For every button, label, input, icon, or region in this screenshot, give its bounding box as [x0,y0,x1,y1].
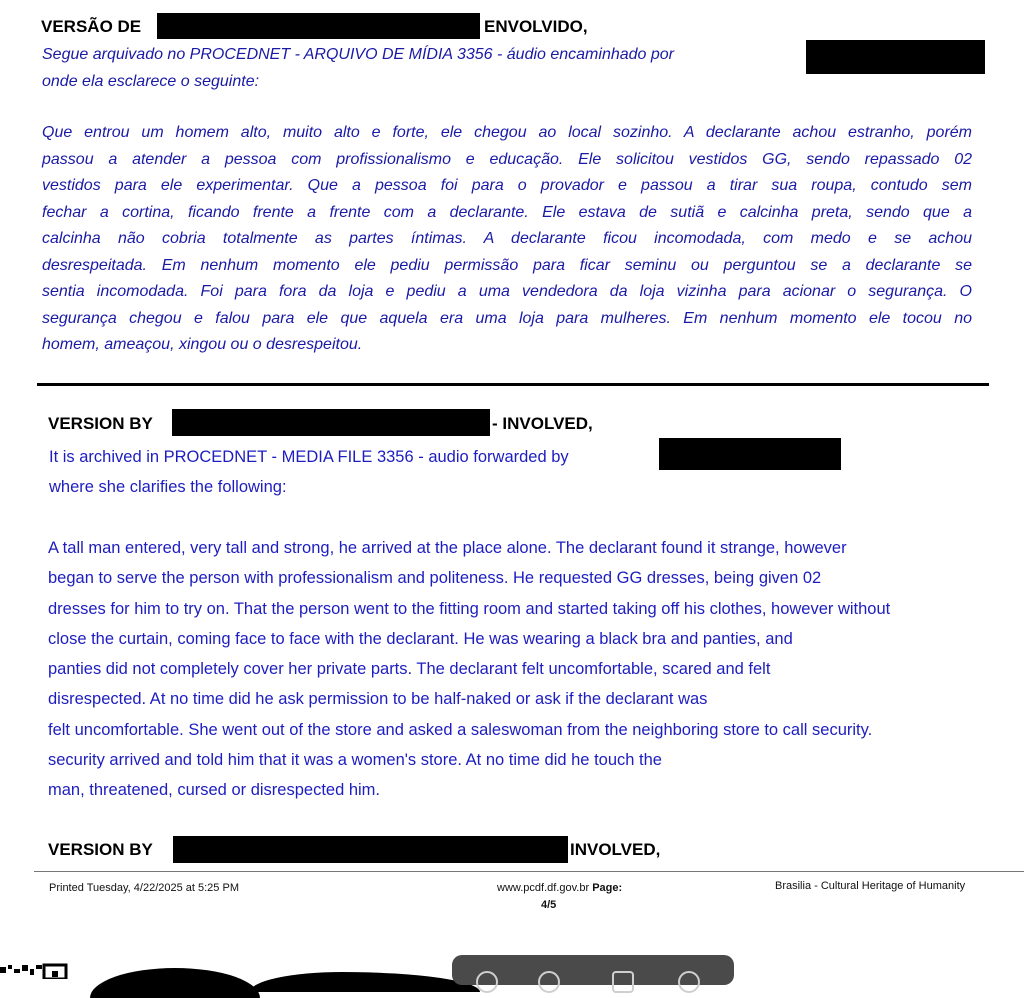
pt-body-line: sentia incomodada. Foi para fora da loja e pediu a uma vendedora da loja vizinha para acionar o segurança. O [42,283,972,300]
pt-body-line: homem, ameaçou, xingou ou o desrespeitou. [42,336,363,353]
qr-code-icon [0,963,68,979]
pt-body-line: segurança chegou e falou para ele que aquela era uma loja para mulheres. Em nenhum momento ele tocou no [42,309,972,327]
pt-body-line: calcinha não cobria totalmente as partes íntimas. A declarante ficou incomodada, com medo e se achou [42,230,972,247]
footer-divider [34,871,1024,872]
redaction-bar [172,409,490,436]
en-body-line: close the curtain, coming face to face with the declarant. He was wearing a black bra and panties, and [48,629,793,648]
pt-body-line: desrespeitada. Em nenhum momento ele pediu permissão para ficar seminu ou perguntou se a declarante se [42,256,972,274]
section-divider [37,383,989,386]
pt-intro-line1: Segue arquivado no PROCEDNET - ARQUIVO DE MÍDIA 3356 - áudio encaminhado por [42,46,674,63]
en-body-line: man, threatened, cursed or disrespected him. [48,781,381,800]
en-body-line: security arrived and told him that it was a women's store. At no time did he touch the [48,751,662,770]
toolbar-icon[interactable] [612,971,634,993]
en-body-line: disrespected. At no time did he ask permission to be half-naked or ask if the declarant was [48,690,708,709]
footer-website-url: www.pcdf.df.gov.br [497,882,590,894]
en-intro-line1: It is archived in PROCEDNET - MEDIA FILE 3356 - audio forwarded by [49,448,569,466]
redaction-bar [173,836,568,863]
en-body-line: dresses for him to try on. That the person went to the fitting room and started taking off his clothes, however without [48,599,891,618]
footer-page-number: 4/5 [541,899,557,911]
en-body-line: panties did not completely cover her private parts. The declarant felt uncomfortable, scared and felt [48,660,771,679]
en-heading-left: VERSION BY [48,414,153,433]
toolbar-icon[interactable] [538,971,560,993]
toolbar-icon[interactable] [678,971,700,993]
en-body-paragraph [48,533,890,806]
phone-toolbar[interactable] [452,955,734,985]
en-body-line: A tall man entered, very tall and strong, he arrived at the place alone. The declarant found it strange, however [48,539,847,557]
pt-heading-left: VERSÃO DE [41,17,142,36]
pt-body-line: Que entrou um homem alto, muito alto e forte, ele chegou ao local sozinho. A declarante achou estranho, porém [42,124,972,141]
en-body-line: began to serve the person with professionalism and politeness. He requested GG dresses, being given 02 [48,569,822,588]
toolbar-icon[interactable] [476,971,498,993]
redaction-bar [157,13,480,39]
footer-website [497,882,622,894]
pt-body-paragraph [42,120,972,359]
pt-heading-right: ENVOLVIDO, [484,17,588,36]
scribble-redaction [90,968,260,998]
pt-intro-line2: onde ela esclarece o seguinte: [42,73,260,90]
footer-printed-date: Printed Tuesday, 4/22/2025 at 5:25 PM [49,882,239,894]
scribble-redaction [250,972,480,992]
footer-motto: Brasilia - Cultural Heritage of Humanity [775,880,966,892]
footer-page-label: Page: [592,882,623,894]
redaction-bar [806,40,985,74]
pt-body-line: vestidos para ele experimentar. Que a pessoa foi para o provador e passou a tirar sua roupa, contudo sem [42,177,972,194]
next-heading-left: VERSION BY [48,840,153,859]
redaction-bar [659,438,841,470]
pt-body-line: passou a atender a pessoa com profissionalismo e educação. Ele solicitou vestidos GG, sendo repassado 02 [42,150,972,168]
en-body-line: felt uncomfortable. She went out of the store and asked a saleswoman from the neighboring store to call security. [48,720,873,739]
pt-body-line: fechar a cortina, ficando frente a frente com a declarante. Ele estava de sutiã e calcinha preta, sendo que a [42,203,972,221]
next-heading-right: INVOLVED, [570,840,661,859]
en-intro-line2: where she clarifies the following: [49,478,287,496]
en-heading-right: - INVOLVED, [492,414,593,433]
